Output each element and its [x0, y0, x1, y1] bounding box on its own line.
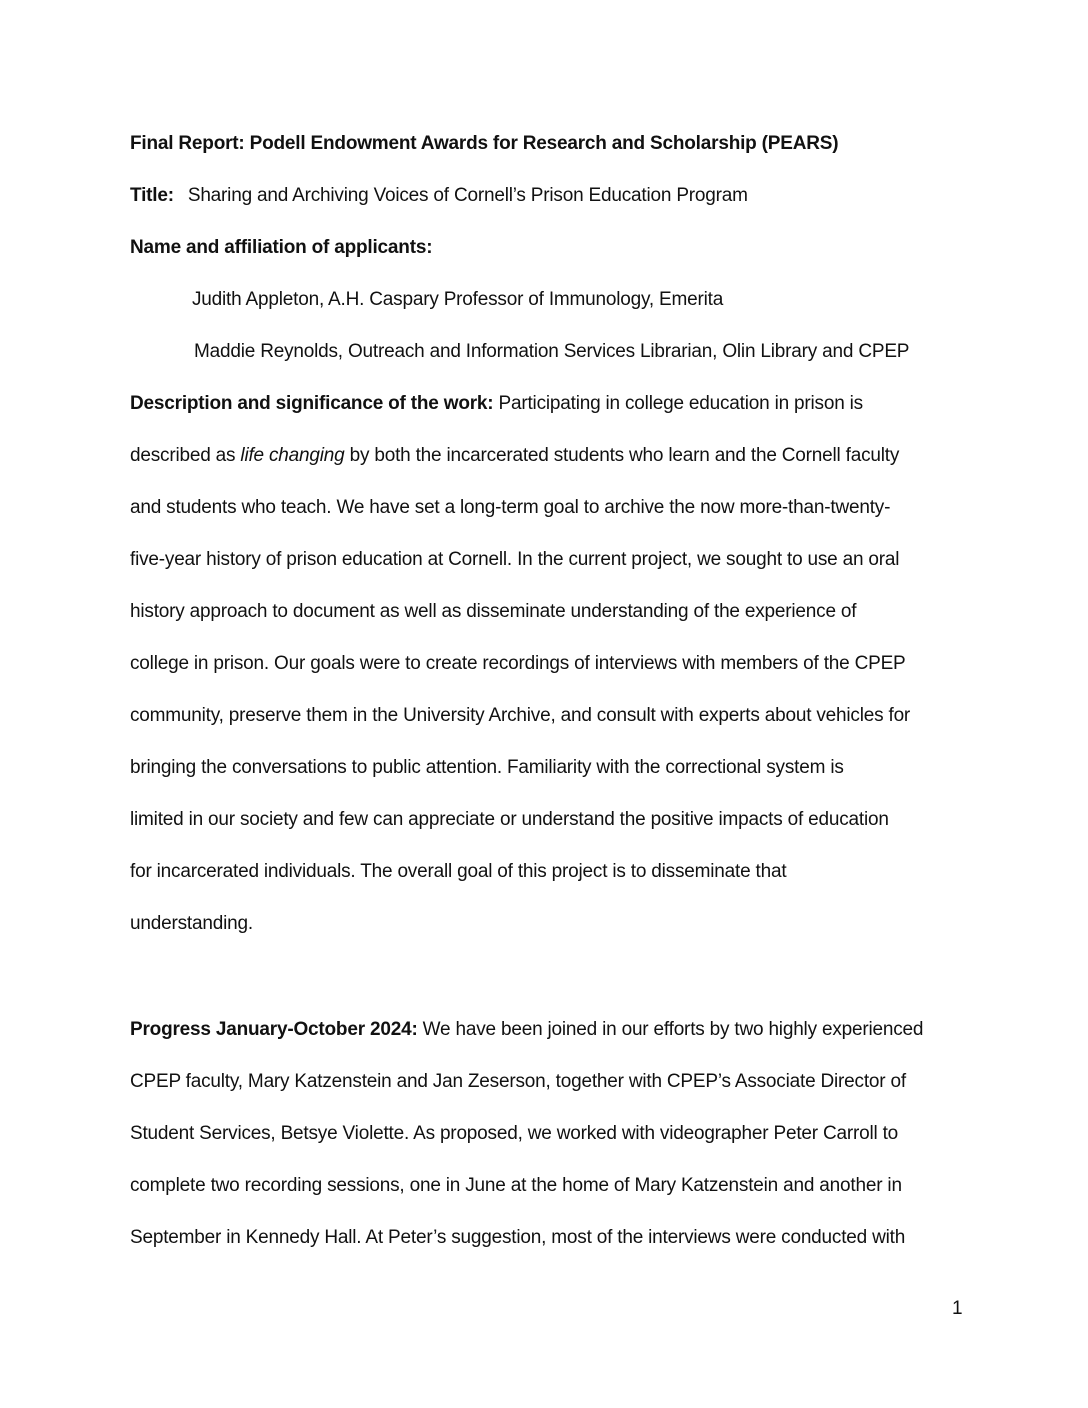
progress-line: Student Services, Betsye Violette. As proposed, we worked with videographer Peter Carroll to [130, 1123, 899, 1144]
applicant-1: Judith Appleton, A.H. Caspary Professor of Immunology, Emerita [192, 289, 724, 310]
description-line-1 [130, 392, 863, 416]
description-line: understanding. [130, 913, 253, 934]
description-text: by both the incarcerated students who learn and the Cornell faculty [344, 445, 900, 466]
progress-heading: Progress January-October 2024: [130, 1019, 418, 1040]
description-line: history approach to document as well as disseminate understanding of the experience of [130, 601, 857, 622]
description-line: limited in our society and few can appreciate or understand the positive impacts of education [130, 809, 889, 830]
applicant-2: Maddie Reynolds, Outreach and Information Services Librarian, Olin Library and CPEP [194, 341, 910, 362]
report-title: Final Report: Podell Endowment Awards for Research and Scholarship (PEARS) [130, 133, 839, 154]
description-line: bringing the conversations to public attention. Familiarity with the correctional system is [130, 757, 844, 778]
title-label: Title: [130, 185, 174, 206]
title-line [130, 184, 748, 208]
progress-line-1 [130, 1018, 923, 1042]
description-line: college in prison. Our goals were to create recordings of interviews with members of the CPEP [130, 653, 906, 674]
description-line: community, preserve them in the University Archive, and consult with experts about vehicles for [130, 705, 911, 726]
description-line: and students who teach. We have set a long-term goal to archive the now more-than-twenty- [130, 497, 891, 518]
description-heading: Description and significance of the work: [130, 393, 494, 414]
progress-line: September in Kennedy Hall. At Peter’s suggestion, most of the interviews were conducted with [130, 1227, 906, 1248]
applicants-label: Name and affiliation of applicants: [130, 237, 433, 258]
description-text: described as [130, 445, 241, 466]
description-line-2 [130, 444, 899, 468]
title-value: Sharing and Archiving Voices of Cornell’s Prison Education Program [187, 185, 748, 206]
progress-text: We have been joined in our efforts by two highly experienced [417, 1019, 924, 1040]
page-number: 1 [952, 1298, 963, 1319]
progress-line: complete two recording sessions, one in June at the home of Mary Katzenstein and another in [130, 1175, 902, 1196]
description-line: for incarcerated individuals. The overall goal of this project is to disseminate that [130, 861, 787, 882]
description-line: five-year history of prison education at Cornell. In the current project, we sought to use an oral [130, 549, 900, 570]
progress-line: CPEP faculty, Mary Katzenstein and Jan Zeserson, together with CPEP’s Associate Director of [130, 1071, 906, 1092]
emphasis-text: life changing [240, 445, 345, 466]
description-text: Participating in college education in prison is [493, 393, 863, 414]
